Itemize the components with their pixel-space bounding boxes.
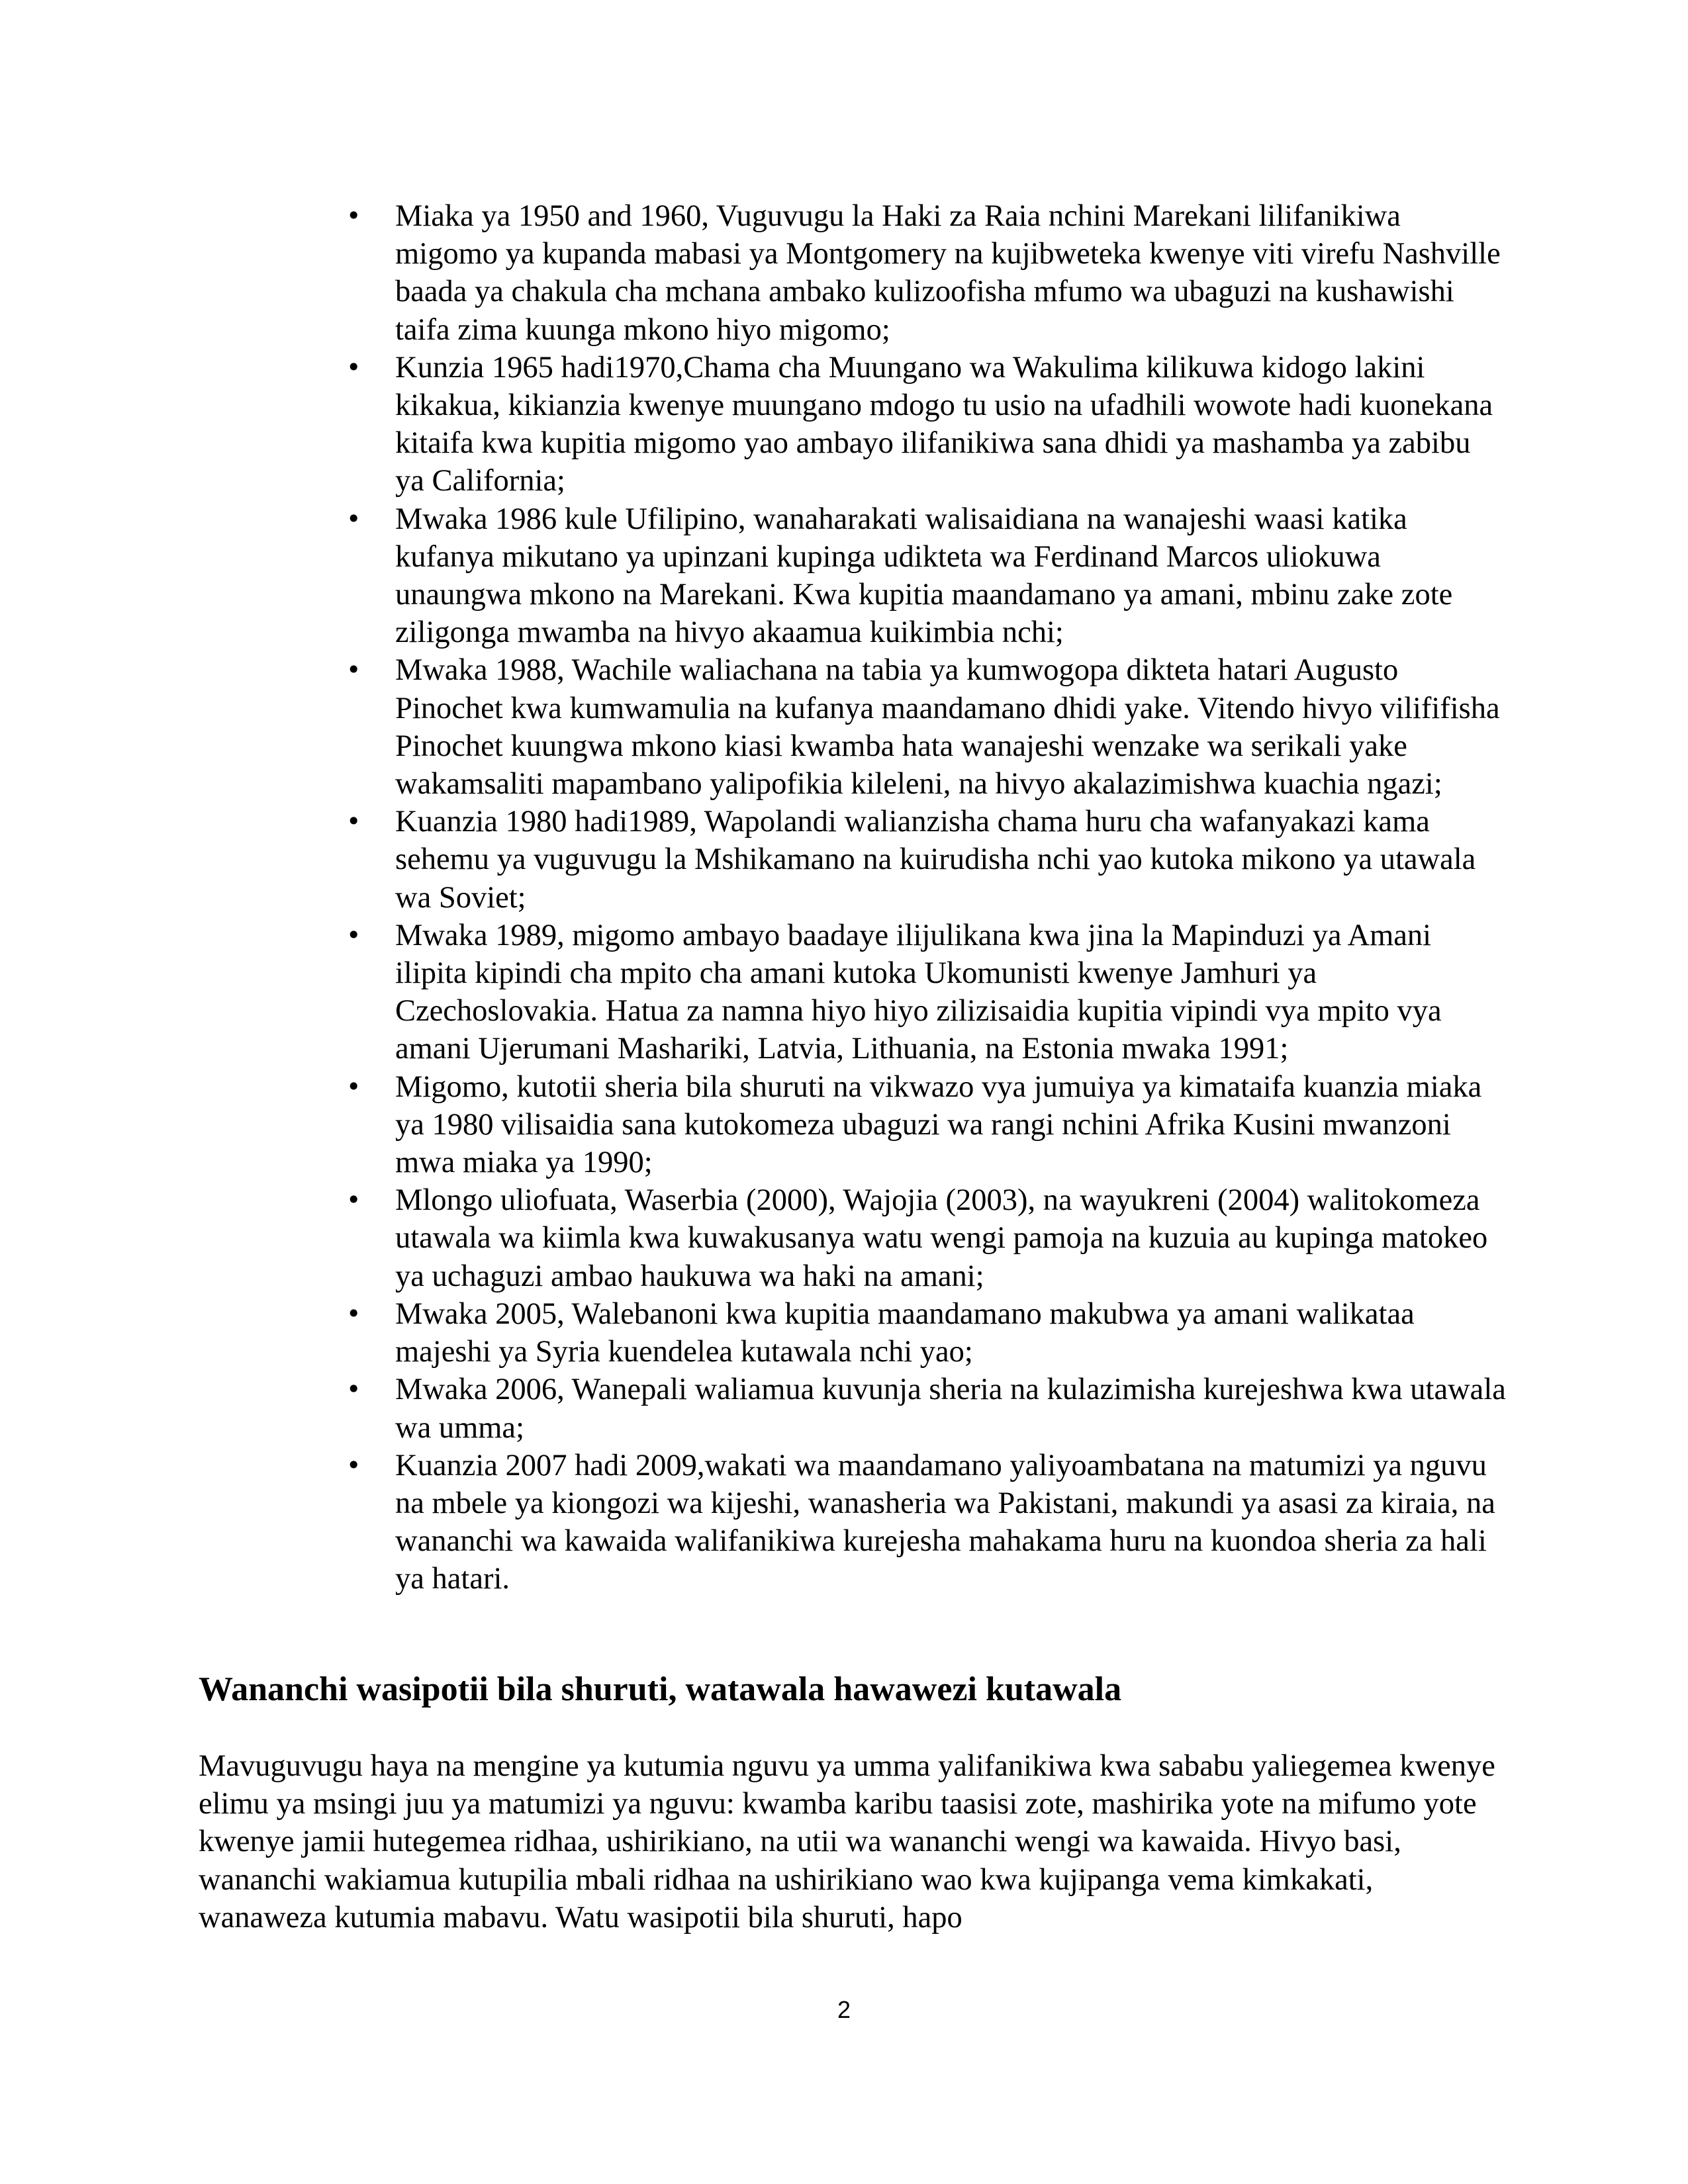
body-paragraph: Mavuguvugu haya na mengine ya kutumia nguvu ya umma yalifanikiwa kwa sababu yaliegemea kwenye elimu ya msingi juu ya matumizi ya nguvu: kwamba karibu taasisi zote, mashirika yote na mifumo yote kwenye jamii hutegemea ridhaa, ushirikiano, na utii wa wananchi wengi wa kawaida. Hivyo basi, wananchi wakiamua kutupilia mbali ridhaa na ushirikiano wao kwa kujipanga vema kimkakati, wanaweza kutumia mabavu. Watu wasipotii bila shuruti, hapo bbox=[199, 1749, 1495, 1934]
bullet-icon: • bbox=[346, 504, 361, 533]
bullet-icon: • bbox=[346, 1450, 361, 1480]
bullet-icon: • bbox=[346, 920, 361, 950]
list-item bbox=[341, 651, 1506, 803]
list-item-text: Kuanzia 2007 hadi 2009,wakati wa maandamano yaliyoambatana na matumizi ya nguvu na mbele ya kiongozi wa kijeshi, wanasheria wa Pakistani, makundi ya asasi za kiraia, na wananchi wa kawaida walifanikiwa kurejesha mahakama huru na kuondoa sheria za hali ya hatari. bbox=[395, 1448, 1495, 1596]
bullet-icon: • bbox=[346, 201, 361, 230]
list-item bbox=[341, 197, 1506, 349]
list-item-text: Mwaka 1988, Wachile waliachana na tabia ya kumwogopa dikteta hatari Augusto Pinochet kwa kumwamulia na kufanya maandamano dhidi yake. Vitendo hivyo vilififisha Pinochet kuungwa mkono kiasi kwamba hata wanajeshi wenzake wa serikali yake wakamsaliti mapambano yalipofikia kileleni, na hivyo akalazimishwa kuachia ngazi; bbox=[395, 653, 1500, 801]
list-item-text: Kunzia 1965 hadi1970,Chama cha Muungano wa Wakulima kilikuwa kidogo lakini kikakua, kikianzia kwenye muungano mdogo tu usio na ufadhili wowote hadi kuonekana kitaifa kwa kupitia migomo yao ambayo ilifanikiwa sana dhidi ya mashamba ya zabibu ya California; bbox=[395, 350, 1493, 498]
list-item bbox=[341, 500, 1506, 652]
bullet-icon: • bbox=[346, 807, 361, 837]
section-heading: Wananchi wasipotii bila shuruti, watawala hawawezi kutawala bbox=[199, 1670, 1122, 1708]
bullet-icon: • bbox=[346, 1298, 361, 1328]
list-item-text: Migomo, kutotii sheria bila shuruti na vikwazo vya jumuiya ya kimataifa kuanzia miaka ya 1980 vilisaidia sana kutokomeza ubaguzi wa rangi nchini Afrika Kusini mwanzoni mwa miaka ya 1990; bbox=[395, 1069, 1482, 1180]
list-item-text: Mwaka 1989, migomo ambayo baadaye ilijulikana kwa jina la Mapinduzi ya Amani ilipita kipindi cha mpito cha amani kutoka Ukomunisti kwenye Jamhuri ya Czechoslovakia. Hatua za namna hiyo hiyo zilizisaidia kupitia vipindi vya mpito vya amani Ujerumani Mashariki, Latvia, Lithuania, na Estonia mwaka 1991; bbox=[395, 918, 1442, 1066]
bullet-icon: • bbox=[346, 352, 361, 382]
list-item-text: Mwaka 1986 kule Ufilipino, wanaharakati walisaidiana na wanajeshi waasi katika kufanya mikutano ya upinzani kupinga udikteta wa Ferdinand Marcos uliokuwa unaungwa mkono na Marekani. Kwa kupitia maandamano ya amani, mbinu zake zote ziligonga mwamba na hivyo akaamua kuikimbia nchi; bbox=[395, 502, 1453, 650]
list-item bbox=[341, 1447, 1506, 1598]
list-item-text: Kuanzia 1980 hadi1989, Wapolandi walianzisha chama huru cha wafanyakazi kama sehemu ya vuguvugu la Mshikamano na kuirudisha nchi yao kutoka mikono ya utawala wa Soviet; bbox=[395, 805, 1476, 915]
list-item bbox=[341, 1181, 1506, 1295]
list-item bbox=[341, 1068, 1506, 1182]
bullet-icon: • bbox=[346, 655, 361, 685]
list-item bbox=[341, 803, 1506, 917]
bullet-icon: • bbox=[346, 1375, 361, 1404]
list-item bbox=[341, 1295, 1506, 1371]
list-item-text: Mwaka 2005, Walebanoni kwa kupitia maandamano makubwa ya amani walikataa majeshi ya Syria kuendelea kutawala nchi yao; bbox=[395, 1297, 1415, 1369]
list-item bbox=[341, 1371, 1506, 1446]
list-item bbox=[341, 349, 1506, 500]
list-item-text: Mwaka 2006, Wanepali waliamua kuvunja sheria na kulazimisha kurejeshwa kwa utawala wa umma; bbox=[395, 1373, 1506, 1445]
list-item bbox=[341, 917, 1506, 1068]
list-item-text: Miaka ya 1950 and 1960, Vuguvugu la Haki za Raia nchini Marekani lilifanikiwa migomo ya kupanda mabasi ya Montgomery na kujibweteka kwenye viti virefu Nashville baada ya chakula cha mchana ambako kulizoofisha mfumo wa ubaguzi na kushawishi taifa zima kuunga mkono hiyo migomo; bbox=[395, 199, 1501, 347]
page-number: 2 bbox=[837, 1996, 851, 2023]
bullet-icon: • bbox=[346, 1185, 361, 1215]
bullet-icon: • bbox=[346, 1071, 361, 1101]
list-item-text: Mlongo uliofuata, Waserbia (2000), Wajojia (2003), na wayukreni (2004) walitokomeza utawala wa kiimla kwa kuwakusanya watu wengi pamoja na kuzuia au kupinga matokeo ya uchaguzi ambao haukuwa wa haki na amani; bbox=[395, 1183, 1488, 1293]
achievements-bullet-list bbox=[341, 197, 1506, 1598]
